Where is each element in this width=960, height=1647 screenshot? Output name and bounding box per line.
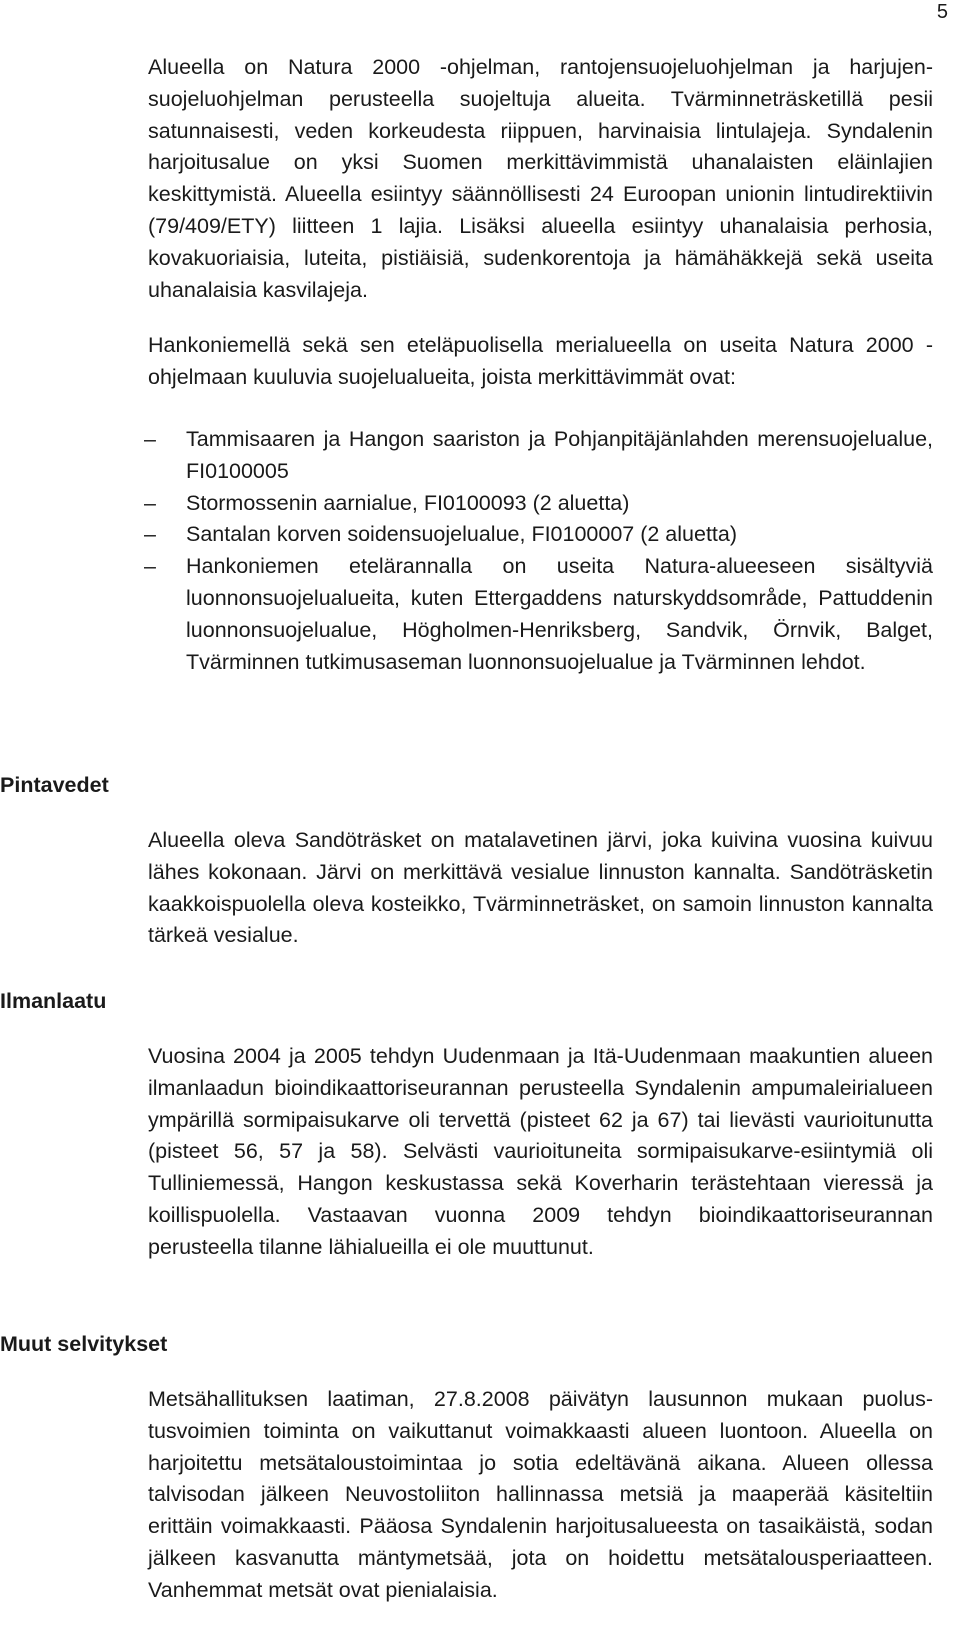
paragraph-hankoniemi-intro: Hankoniemellä sekä sen eteläpuolisella merialueella on useita Natura 2000 -ohjelmaan kuuluvia suojelualueita, joista merkittävimmät ovat: <box>148 333 933 389</box>
list-item <box>144 488 933 520</box>
heading-pintavedet: Pintavedet <box>0 773 109 797</box>
paragraph-pintavedet: Alueella oleva Sandöträsket on matalavetinen järvi, joka kuivina vuosina kuivuu lähes kokonaan. Järvi on merkittävä vesialue linnuston kannalta. Sandöträsketin kaakkoispuolella oleva kosteikko, Tvärminneträsket, on samoin linnuston kannalta tärkeä vesialue. <box>148 828 933 948</box>
paragraph-natura-areas: Alueella on Natura 2000 -ohjelman, rantojensuojeluohjelman ja harjujensuojeluohjelman perusteella suojeltuja alueita. Tvärminneträsketillä pesii satunnaisesti, veden korkeudesta riippuen, harvinaisia lintulajeja. Syndalenin harjoitusalue on yksi Suomen merkittävimmistä uhanalaisten eläinlajien keskittymistä. Alueella esiintyy säännöllisesti 24 Euroopan unionin lintudirektiivin (79/409/ETY) liitteen 1 lajia. Lisäksi alueella esiintyy uhanalaisia perhosia, kovakuoriaisia, luteita, pistiäisiä, sudenkorentoja ja hämähäkkejä sekä useita uhanalaisia kasvilajeja. <box>148 55 933 302</box>
paragraph-ilmanlaatu: Vuosina 2004 ja 2005 tehdyn Uudenmaan ja Itä-Uudenmaan maakuntien alueen ilmanlaadun bioindikaattoriseurannan perusteella Syndalenin ampumaleirialueen ympärillä sormipaisukarve oli tervettä (pisteet 62 ja 67) tai lievästi vaurioitunutta (pisteet 56, 57 ja 58). Selvästi vaurioituneita sormipaisukarve-esiintymiä oli Tulliniemessä, Hangon keskustassa sekä Koverharin terästehtaan vieressä ja koillispuolella. Vastaavan vuonna 2009 tehdyn bioindikaattoriseurannan perusteella tilanne lähialueilla ei ole muuttunut. <box>148 1044 933 1259</box>
protected-areas-list <box>144 424 933 678</box>
list-item-text: Tammisaaren ja Hangon saariston ja Pohjanpitäjänlahden merensuojelualue, FI0100005 <box>186 427 933 483</box>
list-item <box>144 519 933 551</box>
list-item <box>144 424 933 488</box>
paragraph-muut-selvitykset: Metsähallituksen laatiman, 27.8.2008 päivätyn lausunnon mukaan puolustusvoimien toiminta on vaikuttanut voimakkaasti alueen luontoon. Alueella on harjoitettu metsätaloustoimintaa jo sotia edeltävänä aikana. Alueen ollessa talvisodan jälkeen Neuvostoliiton hallinnassa metsiä ja maaperää käsiteltiin erittäin voimakkaasti. Pääosa Syndalenin harjoitusalueesta on tasaikäistä, sodan jälkeen kasvanutta mäntymetsää, jota on hoidettu metsätalousperiaatteen. Vanhemmat metsät ovat pienialaisia. <box>148 1387 933 1602</box>
heading-muut-selvitykset: Muut selvitykset <box>0 1332 168 1356</box>
dash-bullet: – <box>144 490 156 515</box>
dash-bullet: – <box>144 554 156 579</box>
list-item-text: Santalan korven soidensuojelualue, FI0100007 (2 aluetta) <box>186 522 738 547</box>
list-item <box>144 551 933 678</box>
page-number: 5 <box>936 1 948 23</box>
dash-bullet: – <box>144 522 156 547</box>
heading-ilmanlaatu: Ilmanlaatu <box>0 989 107 1013</box>
list-item-text: Hankoniemen etelärannalla on useita Natura-alueeseen sisältyviä luonnonsuojelualueita, kuten Ettergaddens naturskyddsområde, Pattuddenin luonnonsuojelualue, Högholmen-Henriksberg, Sandvik, Örnvik, Balget, Tvärminnen tutkimusaseman luonnonsuojelualue ja Tvärminnen lehdot. <box>186 554 933 674</box>
list-item-text: Stormossenin aarnialue, FI0100093 (2 aluetta) <box>186 490 630 515</box>
dash-bullet: – <box>144 427 156 451</box>
